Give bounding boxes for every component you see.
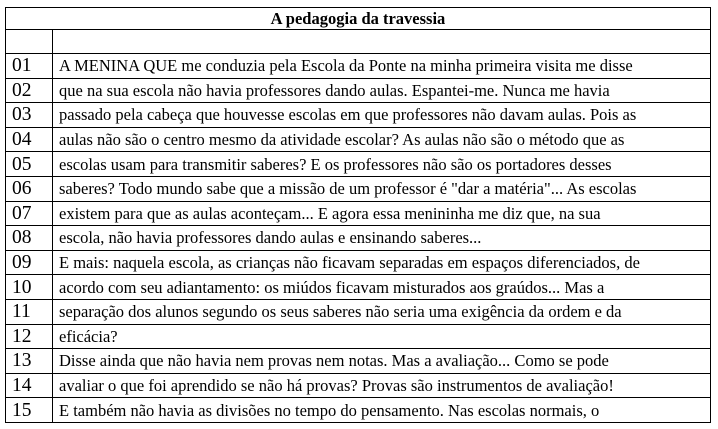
line-number: 12: [6, 324, 53, 349]
line-number: 07: [6, 201, 53, 226]
line-number: 11: [6, 299, 53, 324]
line-text: avaliar o que foi aprendido se não há provas? Provas são instrumentos de avaliação!: [53, 373, 711, 398]
text-line-row: [6, 78, 711, 103]
line-text: separação dos alunos segundo os seus saberes não seria uma exigência da ordem e da: [53, 299, 711, 324]
line-text: existem para que as aulas aconteçam... E agora essa menininha me diz que, na sua: [53, 201, 711, 226]
line-text: eficácia?: [53, 324, 711, 349]
line-number: 13: [6, 349, 53, 374]
line-number: 03: [6, 103, 53, 128]
line-text: A MENINA QUE me conduzia pela Escola da Ponte na minha primeira visita me disse: [53, 54, 711, 79]
line-number: 01: [6, 54, 53, 79]
text-line-row: [6, 324, 711, 349]
line-text: que na sua escola não havia professores dando aulas. Espantei-me. Nunca me havia: [53, 78, 711, 103]
title-row: [6, 8, 711, 30]
text-line-row: [6, 398, 711, 423]
document-title: A pedagogia da travessia: [6, 8, 711, 30]
line-number: 09: [6, 250, 53, 275]
text-line-row: [6, 152, 711, 177]
text-line-row: [6, 373, 711, 398]
text-line-row: [6, 299, 711, 324]
text-line-row: [6, 226, 711, 251]
line-number: 15: [6, 398, 53, 423]
text-line-row: [6, 275, 711, 300]
text-line-row: [6, 54, 711, 79]
line-text: Disse ainda que não havia nem provas nem notas. Mas a avaliação... Como se pode: [53, 349, 711, 374]
text-line-row: [6, 349, 711, 374]
line-text: acordo com seu adiantamento: os miúdos ficavam misturados aos graúdos... Mas a: [53, 275, 711, 300]
blank-text-cell: [53, 30, 711, 54]
blank-number-cell: [6, 30, 53, 54]
line-number: 06: [6, 176, 53, 201]
text-table: [5, 7, 711, 423]
line-number: 08: [6, 226, 53, 251]
blank-row: [6, 30, 711, 54]
line-text: aulas não são o centro mesmo da atividade escolar? As aulas não são o método que as: [53, 127, 711, 152]
line-number: 05: [6, 152, 53, 177]
line-text: passado pela cabeça que houvesse escolas em que professores não davam aulas. Pois as: [53, 103, 711, 128]
line-number: 10: [6, 275, 53, 300]
line-text: saberes? Todo mundo sabe que a missão de um professor é "dar a matéria"... As escolas: [53, 176, 711, 201]
text-line-row: [6, 176, 711, 201]
line-number: 02: [6, 78, 53, 103]
line-text: E também não havia as divisões no tempo do pensamento. Nas escolas normais, o: [53, 398, 711, 423]
line-text: escola, não havia professores dando aulas e ensinando saberes...: [53, 226, 711, 251]
line-text: escolas usam para transmitir saberes? E os professores não são os portadores desses: [53, 152, 711, 177]
line-number: 14: [6, 373, 53, 398]
text-line-row: [6, 127, 711, 152]
text-line-row: [6, 103, 711, 128]
line-number: 04: [6, 127, 53, 152]
line-text: E mais: naquela escola, as crianças não ficavam separadas em espaços diferenciados, de: [53, 250, 711, 275]
text-line-row: [6, 201, 711, 226]
text-line-row: [6, 250, 711, 275]
